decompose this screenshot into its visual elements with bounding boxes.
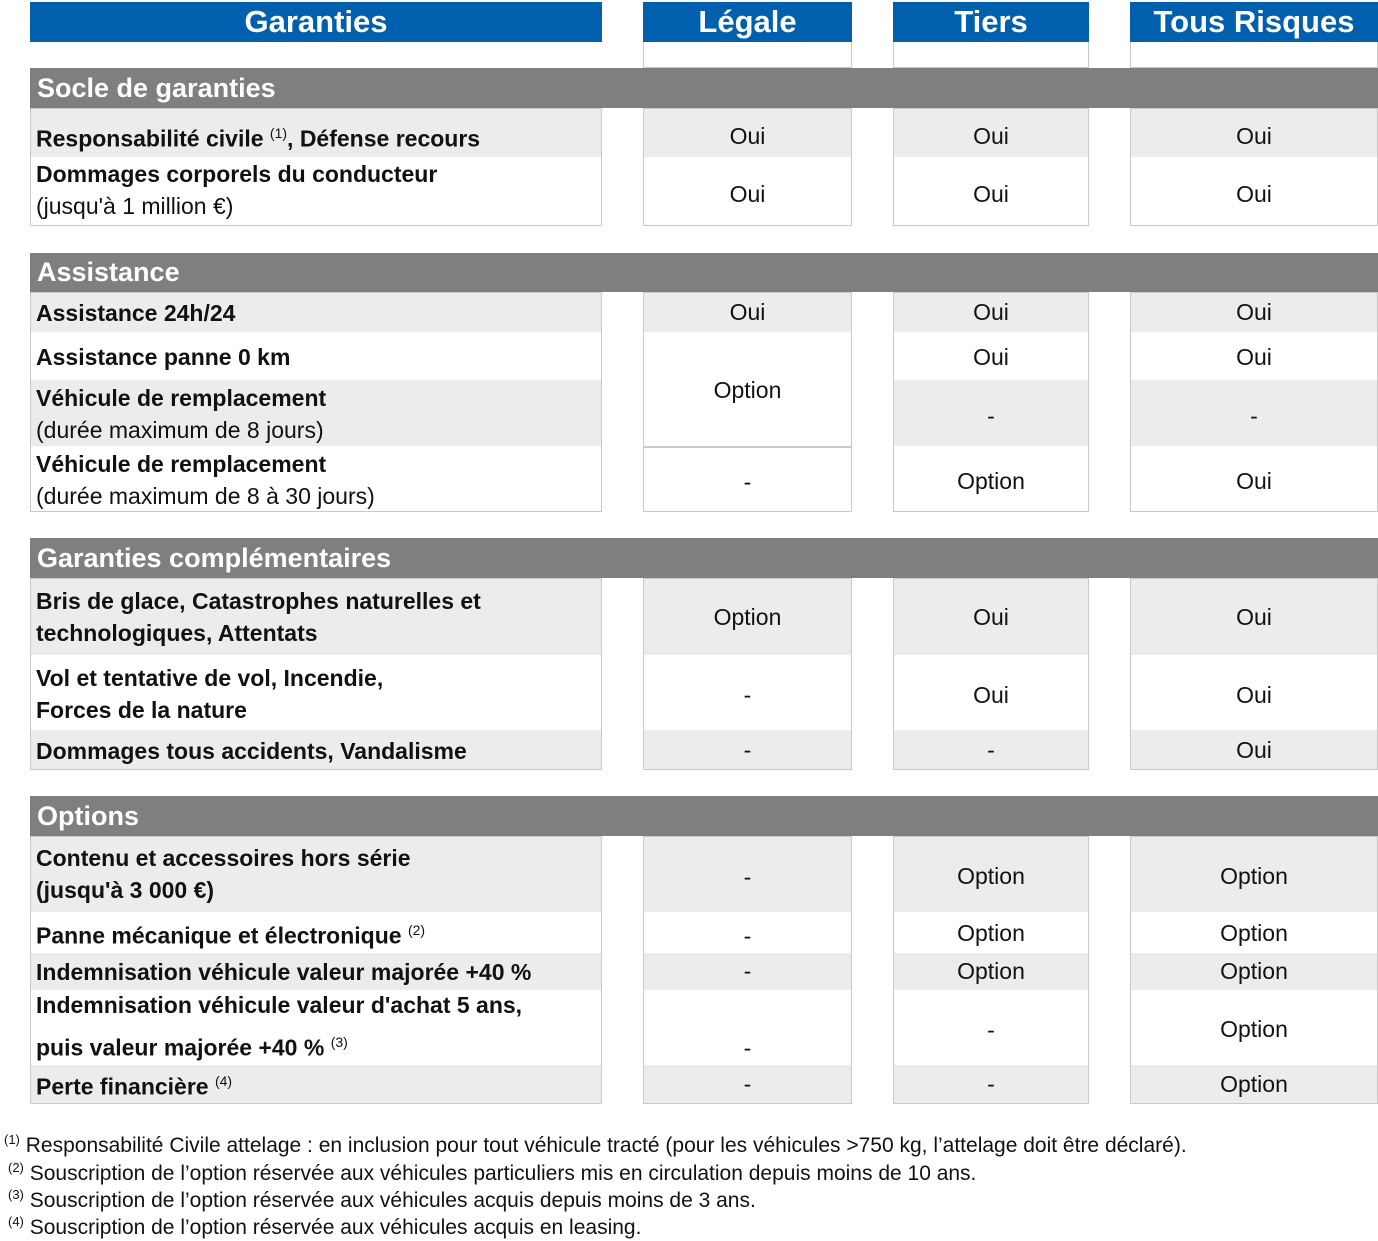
footnote-text: Souscription de l’option réservée aux véhicules acquis depuis moins de 3 ans. — [29, 1189, 756, 1212]
cell-legale: Oui — [729, 180, 766, 207]
footnote-marker: (4) — [214, 1073, 233, 1090]
row-label — [30, 337, 602, 377]
cell-tous-risques: Oui — [1236, 180, 1272, 207]
section-header-options — [30, 796, 1378, 836]
cell-tiers: Option — [957, 958, 1025, 984]
row-label-sub: (durée maximum de 8 jours) — [36, 417, 324, 443]
header-legale — [643, 2, 852, 42]
cell-tous-risques: Oui — [1236, 603, 1272, 630]
header-tiers — [893, 2, 1089, 42]
cell-legale: Option — [713, 603, 782, 630]
cell-tous-risques: Oui — [1236, 343, 1272, 370]
section-title: Assistance — [37, 257, 180, 287]
cell-legale: - — [743, 958, 752, 984]
cell-tous-risques: Option — [1220, 919, 1288, 946]
cell-legale: - — [743, 681, 752, 708]
header-tous-risques — [1130, 2, 1378, 42]
cell-legale: - — [743, 922, 752, 949]
cell-tiers: - — [987, 737, 995, 763]
row-label-sub: (jusqu'à 1 million €) — [36, 193, 234, 219]
cell-tous-risques: Oui — [1236, 122, 1272, 149]
footnote-number: (4) — [8, 1214, 24, 1229]
footnote-number: (3) — [8, 1187, 24, 1202]
cell-tiers: - — [987, 1016, 995, 1043]
cell-legale-merged: Option — [713, 376, 782, 403]
cell-tiers: Oui — [973, 603, 1009, 630]
row-label-text: Assistance 24h/24 — [36, 299, 236, 326]
row-label-text: Vol et tentative de vol, Incendie, — [36, 665, 384, 691]
cell-tiers: Oui — [973, 681, 1009, 708]
row-label-text-line2: (jusqu'à 3 000 €) — [36, 877, 215, 903]
cell-legale: Oui — [729, 299, 766, 325]
cell-legale: - — [743, 1034, 752, 1061]
footnote-marker: (1) — [269, 125, 288, 142]
cell-tiers: Option — [957, 919, 1025, 946]
row-label-text: Véhicule de remplacement — [36, 385, 327, 411]
cell-tous-risques: Option — [1220, 1070, 1288, 1097]
footnote-number: (1) — [4, 1132, 20, 1147]
header-legale-label: Légale — [698, 4, 797, 39]
cell-legale: - — [743, 863, 752, 890]
section-header-socle — [30, 68, 1378, 108]
row-label-text: Assistance panne 0 km — [36, 344, 291, 370]
header-tous-risques-underbox — [1130, 42, 1378, 68]
row-label-text: Indemnisation véhicule valeur majorée +40 % — [36, 958, 532, 985]
footnote-number: (2) — [8, 1160, 24, 1175]
cell-legale: - — [743, 468, 752, 495]
cell-tous-risques: Oui — [1236, 467, 1272, 494]
cell-tous-risques: - — [1250, 402, 1258, 429]
cell-tiers: Oui — [973, 122, 1009, 149]
footnote-marker: (3) — [330, 1034, 348, 1051]
section-title: Garanties complémentaires — [37, 542, 392, 573]
cell-tiers: - — [987, 402, 995, 429]
row-label-text-cont: , Défense recours — [287, 125, 481, 152]
header-tous-risques-label: Tous Risques — [1153, 4, 1355, 39]
cell-tiers: Oui — [973, 299, 1009, 325]
cell-divider — [644, 446, 851, 448]
header-garanties-label: Garanties — [244, 4, 388, 39]
section-header-complementaires — [30, 538, 1378, 578]
row-label-text: Perte financière — [36, 1073, 209, 1100]
row-label-text-line2: technologiques, Attentats — [36, 620, 318, 646]
cell-legale: - — [743, 737, 752, 763]
row-label — [30, 990, 602, 1064]
header-garanties — [30, 2, 602, 42]
section-title: Options — [37, 800, 139, 831]
row-label — [30, 157, 602, 223]
cell-tous-risques: Oui — [1236, 737, 1272, 763]
cell-tiers: - — [987, 1070, 995, 1097]
cell-legale: Oui — [729, 122, 766, 149]
row-label — [30, 116, 602, 156]
cell-tous-risques: Option — [1220, 958, 1288, 984]
row-label-text: Contenu et accessoires hors série — [36, 845, 411, 871]
header-legale-underbox — [643, 42, 852, 68]
row-label — [30, 381, 602, 447]
row-label — [30, 731, 602, 770]
footnote-text: Souscription de l’option réservée aux véhicules particuliers mis en circulation depuis moins de 10 ans. — [29, 1162, 977, 1185]
footnote-marker: (2) — [407, 922, 426, 939]
footnote-text: Souscription de l’option réservée aux véhicules acquis en leasing. — [29, 1216, 642, 1239]
cell-tiers: Oui — [973, 343, 1009, 370]
row-label — [30, 293, 602, 332]
row-label — [30, 1065, 602, 1103]
row-label-text: Véhicule de remplacement — [36, 451, 327, 477]
row-label-sub: (durée maximum de 8 à 30 jours) — [36, 483, 375, 509]
section-title: Socle de garanties — [37, 72, 276, 103]
row-label-text: Indemnisation véhicule valeur d'achat 5 ans, — [36, 992, 523, 1019]
header-tiers-label: Tiers — [954, 4, 1028, 39]
footnote-text: Responsabilité Civile attelage : en inclusion pour tout véhicule tracté (pour les véhicules >750 kg, l’attelage doit être déclaré). — [25, 1134, 1187, 1157]
cell-tiers: Oui — [973, 180, 1009, 207]
row-label — [30, 841, 602, 907]
cell-tous-risques: Oui — [1236, 299, 1272, 325]
cell-tiers: Option — [957, 862, 1025, 889]
row-label — [30, 953, 602, 990]
cell-tiers: Option — [957, 467, 1025, 494]
row-label — [30, 661, 602, 727]
row-label-text: Dommages corporels du conducteur — [36, 161, 438, 187]
cell-tous-risques: Oui — [1236, 681, 1272, 708]
row-label — [30, 447, 602, 513]
row-label — [30, 914, 602, 952]
section-header-assistance — [30, 253, 1378, 292]
row-label-text: Bris de glace, Catastrophes naturelles et — [36, 588, 481, 614]
row-label-text: Panne mécanique et électronique — [36, 922, 402, 949]
row-label — [30, 584, 602, 650]
row-label-text: Responsabilité civile — [36, 125, 264, 152]
cell-tous-risques: Option — [1220, 1015, 1288, 1042]
header-tiers-underbox — [893, 42, 1089, 68]
row-label-text-line2: Forces de la nature — [36, 697, 247, 723]
cell-legale: - — [743, 1070, 752, 1097]
cell-tous-risques: Option — [1220, 862, 1288, 889]
row-label-text: Dommages tous accidents, Vandalisme — [36, 737, 467, 764]
footnote-4 — [8, 1208, 1374, 1241]
row-label-text-line2: puis valeur majorée +40 % — [36, 1034, 325, 1061]
